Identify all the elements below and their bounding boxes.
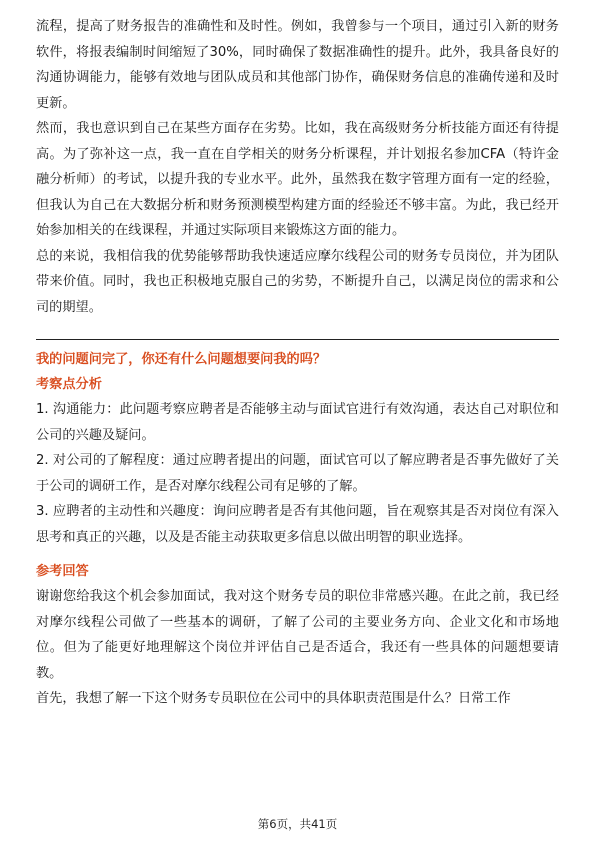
analysis-heading: 考察点分析	[36, 377, 102, 392]
answer-heading: 参考回答	[36, 564, 89, 579]
paragraph-summary: 总的来说，我相信我的优势能够帮助我快速适应摩尔线程公司的财务专员岗位，并为团队带来价值。同时，我也正积极地克服自己的劣势，不断提升自己，以满足岗位的需求和公司的期望。	[36, 248, 559, 315]
analysis-item: 3. 应聘者的主动性和兴趣度：询问应聘者是否有其他问题，旨在观察其是否对岗位有深入思考和真正的兴趣，以及是否能主动获取更多信息以做出明智的职业选择。	[36, 504, 559, 545]
document-page	[36, 14, 559, 712]
section-divider	[36, 339, 559, 340]
paragraph-strengths: 流程，提高了财务报告的准确性和及时性。例如，我曾参与一个项目，通过引入新的财务软件，将报表编制时间缩短了30%，同时确保了数据准确性的提升。此外，我具备良好的沟通协调能力，能够有效地与团队成员和其他部门协作，确保财务信息的准确传递和及时更新。	[36, 19, 559, 111]
interview-question: 我的问题问完了，你还有什么问题想要问我的吗？	[36, 352, 327, 367]
analysis-item: 2. 对公司的了解程度：通过应聘者提出的问题，面试官可以了解应聘者是否事先做好了关于公司的调研工作，是否对摩尔线程公司有足够的了解。	[36, 453, 559, 494]
answer-paragraph: 谢谢您给我这个机会参加面试，我对这个财务专员的职位非常感兴趣。在此之前，我已经对摩尔线程公司做了一些基本的调研，了解了公司的主要业务方向、企业文化和市场地位。但为了能更好地理解这个岗位并评估自己是否适合，我还有一些具体的问题想要请教。	[36, 589, 559, 681]
page-number-footer: 第6页，共41页	[257, 817, 338, 831]
answer-paragraph: 首先，我想了解一下这个财务专员职位在公司中的具体职责范围是什么？日常工作	[36, 691, 511, 706]
paragraph-weaknesses: 然而，我也意识到自己在某些方面存在劣势。比如，我在高级财务分析技能方面还有待提高。为了弥补这一点，我一直在自学相关的财务分析课程，并计划报名参加CFA（特许金融分析师）的考试，以提升我的专业水平。此外，虽然我在数字管理方面有一定的经验，但我认为自己在大数据分析和财务预测模型构建方面的经验还不够丰富。为此，我已经开始参加相关的在线课程，并通过实际项目来锻炼这方面的能力。	[36, 121, 559, 238]
analysis-item: 1. 沟通能力：此问题考察应聘者是否能够主动与面试官进行有效沟通，表达自己对职位和公司的兴趣及疑问。	[36, 402, 559, 443]
